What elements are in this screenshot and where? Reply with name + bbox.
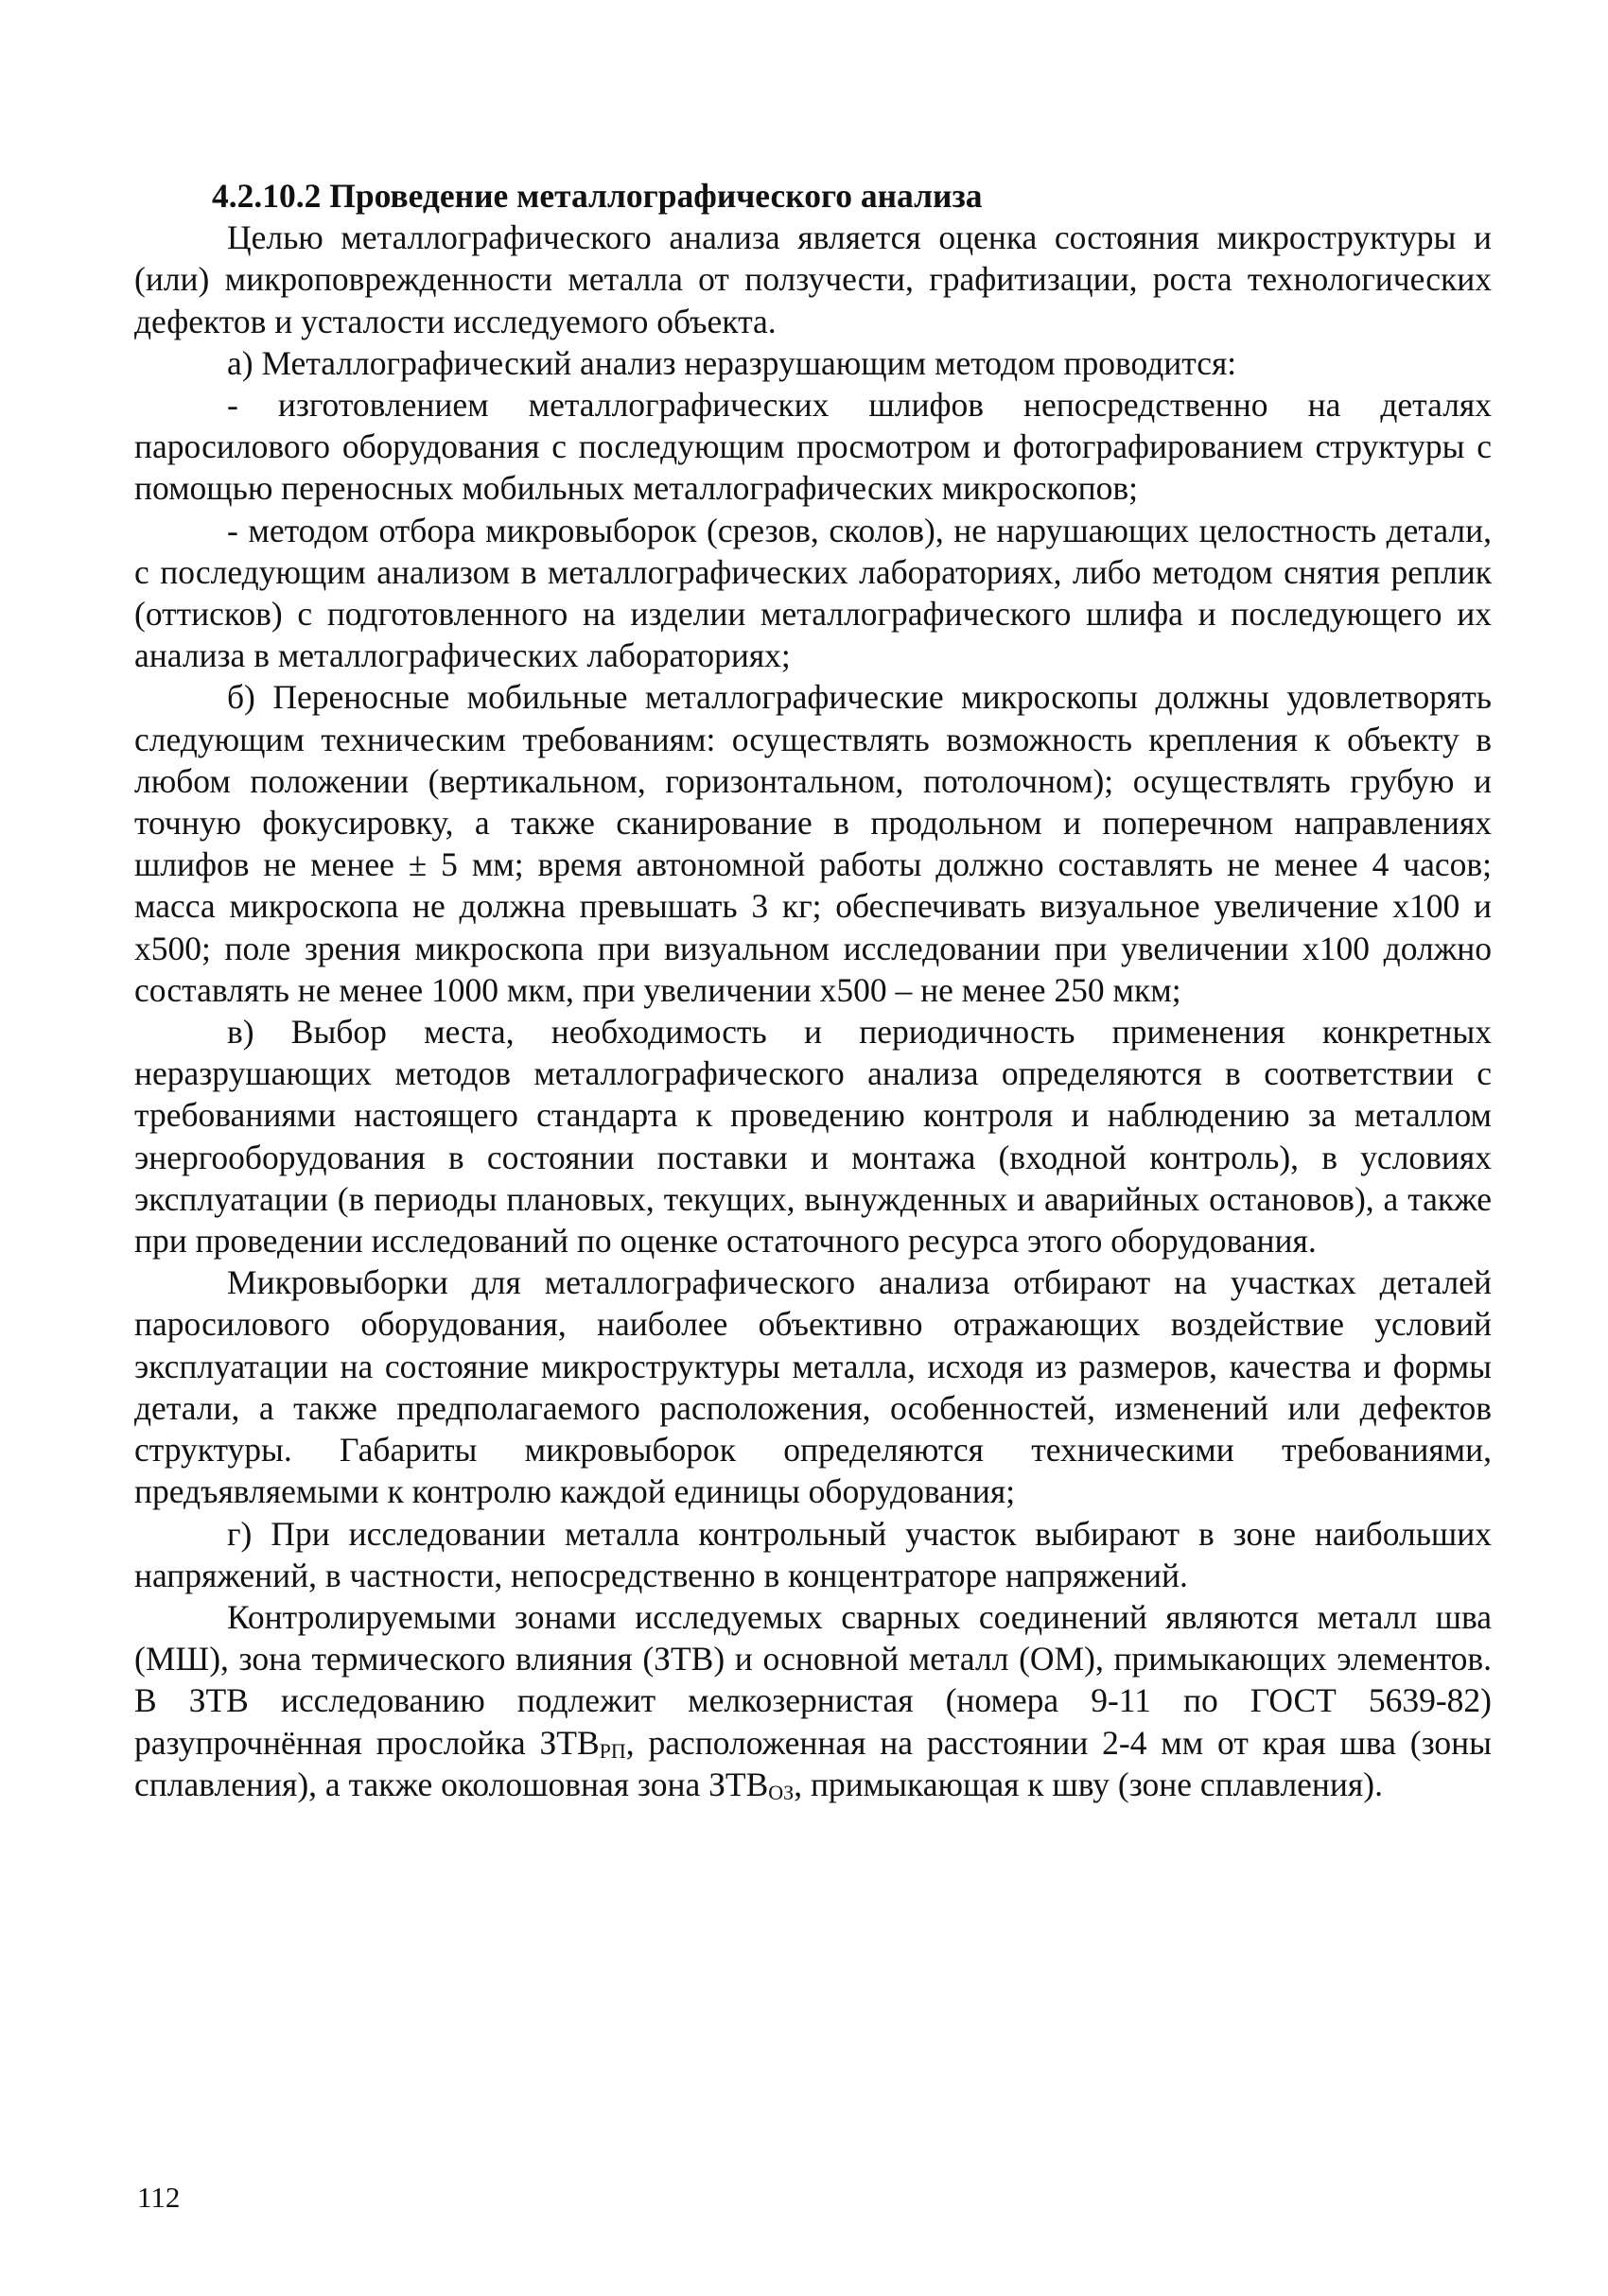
controlled-zones-text-3: , примыкающая к шву (зоне сплавления). <box>794 1765 1383 1803</box>
document-page <box>134 175 1492 1805</box>
controlled-zones-text-1: Контролируемыми зонами исследуемых сварных соединений являются металл шва (МШ), зона термического влияния (ЗТВ) и основной металл (ОМ), примыкающих элементов. В ЗТВ исследованию подлежит мелкозернистая (номера 9-11 по ГОСТ 5639-82) разупрочнённая прослойка ЗТВ <box>134 1597 1492 1762</box>
paragraph-item-v: в) Выбор места, необходимость и периодичность применения конкретных неразрушающих методов металлографического анализа определяются в соответствии с требованиями настоящего стандарта к проведению контроля и наблюдению за металлом энергооборудования в состоянии поставки и монтажа (входной контроль), в условиях эксплуатации (в периоды плановых, текущих, вынужденных и аварийных остановов), а также при проведении исследований по оценке остаточного ресурса этого оборудования. <box>134 1013 1492 1261</box>
paragraph-microsamples: Микровыборки для металлографического анализа отбирают на участках деталей паросилового оборудования, наиболее объективно отражающих воздействие условий эксплуатации на состояние микроструктуры металла, исходя из размеров, качества и формы детали, а также предполагаемого расположения, особенностей, изменений или дефектов структуры. Габариты микровыборок определяются техническими требованиями, предъявляемыми к контролю каждой единицы оборудования; <box>134 1263 1492 1511</box>
paragraph-controlled-zones <box>134 1596 1492 1805</box>
subscript-rp: РП <box>599 1738 626 1763</box>
paragraph-item-b: б) Переносные мобильные металлографические микроскопы должны удовлетворять следующим техническим требованиям: осуществлять возможность крепления к объекту в любом положении (вертикальном, горизонтальном, потолочном); осуществлять грубую и точную фокусировку, а также сканирование в продольном и поперечном направлениях шлифов не менее ± 5 мм; время автономной работы должно составлять не менее 4 часов; масса микроскопа не должна превышать 3 кг; обеспечивать визуальное увеличение х100 и х500; поле зрения микроскопа при визуальном исследовании при увеличении х100 должно составлять не менее 1000 мкм, при увеличении х500 – не менее 250 мкм; <box>134 678 1492 1009</box>
subscript-oz: ОЗ <box>768 1780 795 1804</box>
controlled-zones-text-2: , расположенная на расстоянии 2-4 мм от края шва (зоны сплавления), а также околошовная зона ЗТВ <box>134 1723 1492 1803</box>
paragraph-dash-microsampling: - методом отбора микровыборок (срезов, сколов), не нарушающих целостность детали, с последующим анализом в металлографических лабораториях, либо методом снятия реплик (оттисков) с подготовленного на изделии металлографического шлифа и последующего их анализа в металлографических лабораториях; <box>134 511 1492 675</box>
section-heading: 4.2.10.2 Проведение металлографического анализа <box>212 177 983 215</box>
paragraph-dash-polishing: - изготовлением металлографических шлифов непосредственно на деталях паросилового оборудования с последующим просмотром и фотографированием структуры с помощью переносных мобильных металлографических микроскопов; <box>134 386 1492 508</box>
paragraph-goal: Целью металлографического анализа является оценка состояния микроструктуры и (или) микроповрежденности металла от ползучести, графитизации, роста технологических дефектов и усталости исследуемого объекта. <box>134 218 1492 340</box>
paragraph-item-g: г) При исследовании металла контрольный участок выбирают в зоне наибольших напряжений, в частности, непосредственно в концентраторе напряжений. <box>134 1514 1492 1594</box>
page-number: 112 <box>137 2181 181 2214</box>
paragraph-item-a: а) Металлографический анализ неразрушающим методом проводится: <box>227 343 1237 382</box>
